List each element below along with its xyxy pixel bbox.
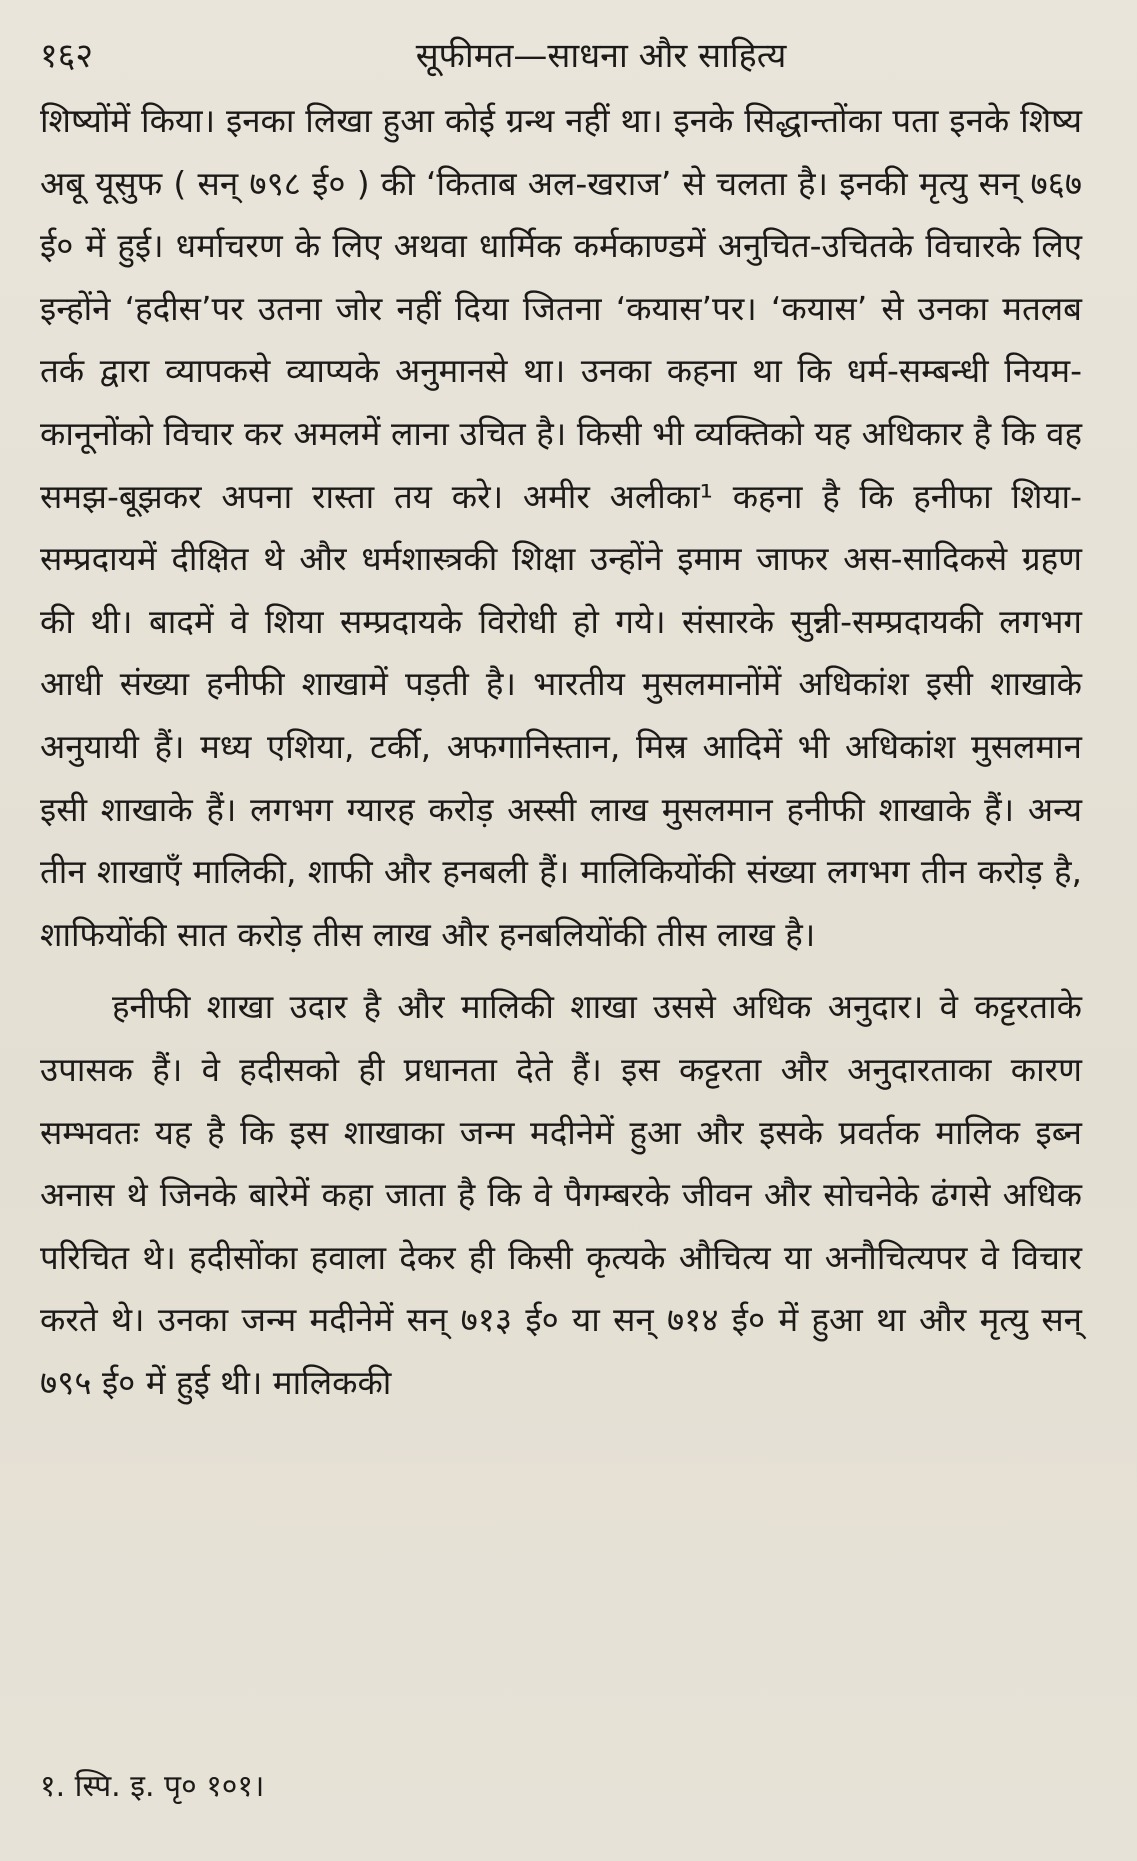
footnote <box>40 1765 1082 1809</box>
body-text <box>40 90 1082 1414</box>
page-number: १६२ <box>40 36 94 76</box>
running-title: सूफीमत—साधना और साहित्य <box>415 36 787 76</box>
paragraph: शिष्योंमें किया। इनका लिखा हुआ कोई ग्रन्थ नहीं था। इनके सिद्धान्तोंका पता इनके शिष्य अबू यूसुफ ( सन् ७९८ ई० ) की ‘किताब अल-खराज’ से चलता है। इनकी मृत्यु सन् ७६७ ई० में हुई। धर्माचरण के लिए अथवा धार्मिक कर्मकाण्डमें अनुचित-उचितके विचारके लिए इन्होंने ‘हदीस’पर उतना जोर नहीं दिया जितना ‘कयास’पर। ‘कयास’ से उनका मतलब तर्क द्वारा व्यापकसे व्याप्यके अनुमानसे था। उनका कहना था कि धर्म-सम्बन्धी नियम-कानूनोंको विचार कर अमलमें लाना उचित है। किसी भी व्यक्तिको यह अधिकार है कि वह समझ-बूझकर अपना रास्ता तय करे। अमीर अलीका¹ कहना है कि हनीफा शिया-सम्प्रदायमें दीक्षित थे और धर्मशास्त्रकी शिक्षा उन्होंने इमाम जाफर अस-सादिकसे ग्रहण की थी। बादमें वे शिया सम्प्रदायके विरोधी हो गये। संसारके सुन्नी-सम्प्रदायकी लगभग आधी संख्या हनीफी शाखामें पड़ती है। भारतीय मुसलमानोंमें अधिकांश इसी शाखाके अनुयायी हैं। मध्य एशिया, टर्की, अफगानिस्तान, मिस्र आदिमें भी अधिकांश मुसलमान इसी शाखाके हैं। लगभग ग्यारह करोड़ अस्सी लाख मुसलमान हनीफी शाखाके हैं। अन्य तीन शाखाएँ मालिकी, शाफी और हनबली हैं। मालिकियोंकी संख्या लगभग तीन करोड़ है, शाफियोंकी सात करोड़ तीस लाख और हनबलियोंकी तीस लाख है। <box>40 101 1082 954</box>
footnote-text: १. स्पि. इ. पृ० १०१। <box>40 1769 265 1804</box>
page-header <box>40 28 1082 84</box>
paragraph: हनीफी शाखा उदार है और मालिकी शाखा उससे अधिक अनुदार। वे कट्टरताके उपासक हैं। वे हदीसको ही प्रधानता देते हैं। इस कट्टरता और अनुदारताका कारण सम्भवतः यह है कि इस शाखाका जन्म मदीनेमें हुआ और इसके प्रवर्तक मालिक इब्न अनास थे जिनके बारेमें कहा जाता है कि वे पैगम्बरके जीवन और सोचनेके ढंगसे अधिक परिचित थे। हदीसोंका हवाला देकर ही किसी कृत्यके औचित्य या अनौचित्यपर वे विचार करते थे। उनका जन्म मदीनेमें सन् ७१३ ई० या सन् ७१४ ई० में हुआ था और मृत्यु सन् ७९५ ई० में हुई थी। मालिककी <box>40 987 1082 1402</box>
